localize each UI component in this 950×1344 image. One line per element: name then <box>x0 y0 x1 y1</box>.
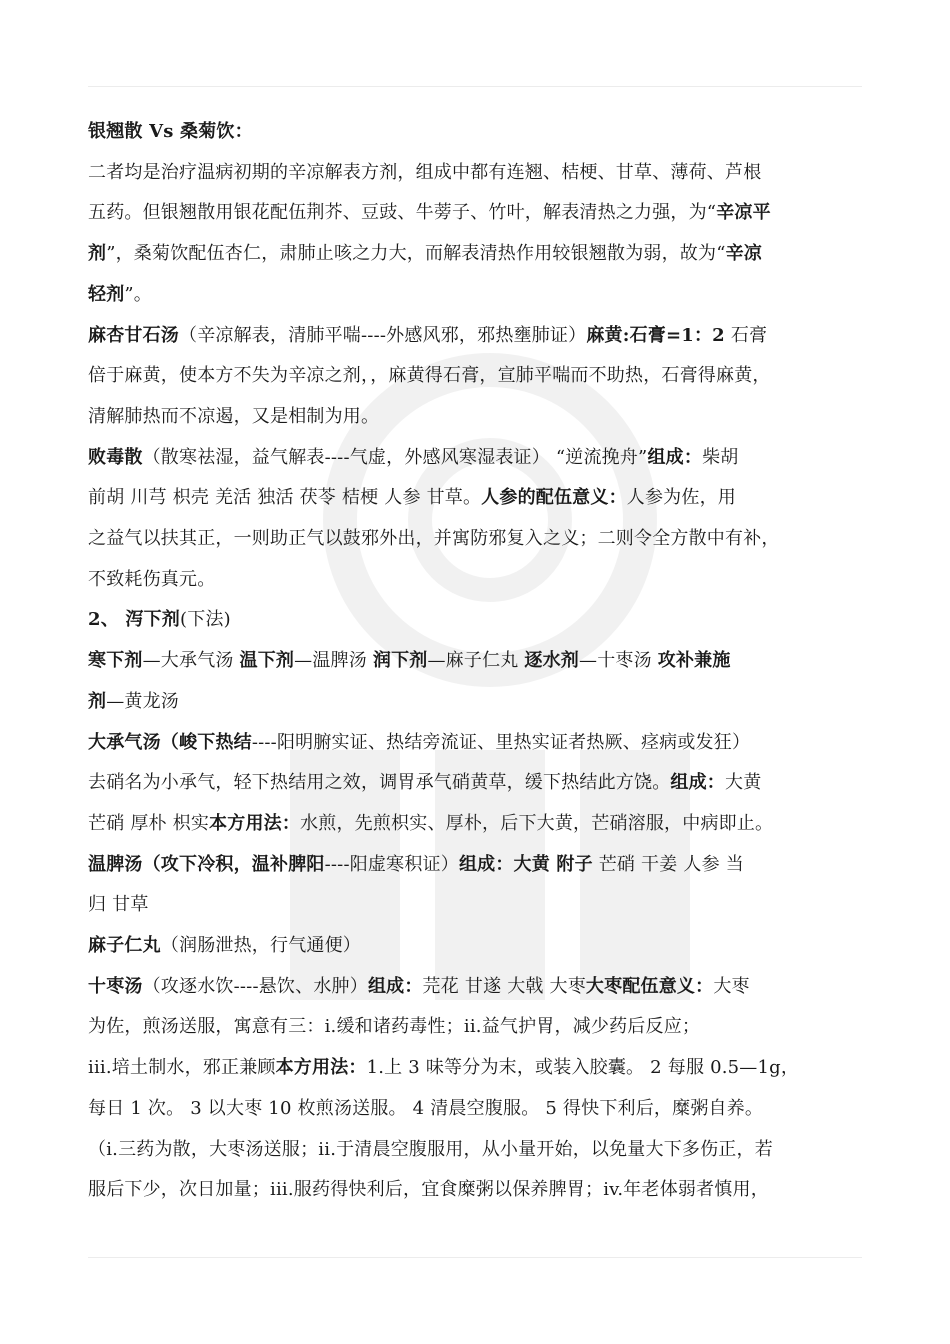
text-line <box>88 275 878 316</box>
text-line <box>88 234 878 275</box>
text-segment: ”，桑菊饮配伍杏仁，肃肺止咳之力大，而解表清热作用较银翘散为弱，故为“ <box>106 243 726 265</box>
text-line <box>88 153 878 194</box>
bold-text: 组成： <box>647 446 703 468</box>
text-segment: 二者均是治疗温病初期的辛凉解表方剂，组成中都有连翘、桔梗、甘草、薄荷、芦根 <box>88 161 762 183</box>
text-segment: 芒硝 厚朴 枳实 <box>88 812 210 834</box>
bold-text: 剂 <box>88 243 107 265</box>
text-segment: 之益气以扶其正，一则助正气以鼓邪外出，并寓防邪复入之义；二则令全方散中有补， <box>88 528 780 550</box>
bold-text: 麻黄:石膏=1：2 <box>586 324 725 346</box>
bold-text: 攻补兼施 <box>657 650 731 672</box>
text-line <box>88 682 878 723</box>
text-segment: 前胡 川芎 枳壳 羌活 独活 茯苓 桔梗 人参 甘草。 <box>88 487 482 509</box>
text-segment: 1.上 3 味等分为末，或装入胶囊。 2 每服 0.5—1g， <box>366 1057 800 1079</box>
text-line <box>88 723 878 764</box>
bold-text: 大枣配伍意义： <box>585 975 714 997</box>
text-line <box>88 478 878 519</box>
text-segment: （散寒祛湿，益气解表----气虚，外感风寒湿表证） “逆流挽舟” <box>142 446 648 468</box>
bold-text: 2、 <box>88 609 126 631</box>
bold-text: 辛凉平 <box>716 202 771 224</box>
text-line <box>88 1170 878 1211</box>
bold-text: 逐水剂 <box>524 650 580 672</box>
text-segment: （润肠泄热，行气通便） <box>160 935 362 957</box>
text-segment: ----阳明腑实证、热结旁流证、里热实证者热厥、痉病或发狂） <box>251 731 751 753</box>
text-segment: —十枣汤 <box>579 650 658 672</box>
bold-text: 本方用法： <box>209 812 301 834</box>
text-segment: 芒硝 干姜 人参 当 <box>592 853 744 875</box>
text-segment: 为佐，煎汤送服，寓意有三：i.缓和诸药毒性；ii.益气护胃，减少药后反应； <box>88 1016 701 1038</box>
text-line <box>88 519 878 560</box>
text-line <box>88 804 878 845</box>
text-line <box>88 600 878 641</box>
bold-text: 剂 <box>88 690 107 712</box>
text-line <box>88 1089 878 1130</box>
text-segment: 倍于麻黄，使本方不失为辛凉之剂，，麻黄得石膏，宣肺平喘而不助热，石膏得麻黄， <box>88 365 771 387</box>
bold-text: 麻杏甘石汤 <box>88 324 179 346</box>
bold-text: 大承气汤（峻下热结 <box>88 731 252 753</box>
bold-text: 十枣汤 <box>88 975 143 997</box>
text-segment: 人参为佐，用 <box>626 487 736 509</box>
bold-text: 银翘散 Vs 桑菊饮： <box>88 121 253 142</box>
text-segment: 芫花 甘遂 大戟 大枣 <box>422 975 586 997</box>
text-line <box>88 1007 878 1048</box>
bold-text: 败毒散 <box>88 446 143 468</box>
text-segment: 每日 1 次。 3 以大枣 10 枚煎汤送服。 4 清晨空腹服。 5 得快下利后，糜粥自养。 <box>88 1097 764 1119</box>
text-segment: —黄龙汤 <box>106 690 180 712</box>
text-segment: 五药。但银翘散用银花配伍荆芥、豆豉、牛蒡子、竹叶，解表清热之力强，为“ <box>88 202 717 224</box>
text-segment: 服后下少，次日加量；iii.服药得快利后，宜食糜粥以保养脾胃；iv.年老体弱者慎用， <box>88 1179 769 1201</box>
text-segment: ----阳虚寒积证） <box>324 853 459 875</box>
text-segment: 水煎，先煎枳实、厚朴，后下大黄，芒硝溶服，中病即止。 <box>300 812 774 834</box>
text-segment: ”。 <box>124 283 153 305</box>
text-segment: （攻逐水饮----悬饮、水肿） <box>142 975 368 997</box>
bold-text: 轻剂 <box>88 283 125 305</box>
text-segment: 大枣 <box>713 975 750 997</box>
header-rule <box>88 86 862 87</box>
text-line <box>88 1130 878 1171</box>
text-line <box>88 641 878 682</box>
bold-text: 泻下剂 <box>125 609 181 631</box>
bold-text: 本方用法： <box>275 1057 367 1079</box>
text-line <box>88 926 878 967</box>
text-line <box>88 438 878 479</box>
bold-text: 组成：大黄 附子 <box>458 853 593 875</box>
text-segment: 大黄 <box>725 772 762 794</box>
text-segment: —大承气汤 <box>142 650 240 672</box>
text-line <box>88 845 878 886</box>
text-line <box>88 560 878 601</box>
text-segment: —麻子仁丸 <box>427 650 525 672</box>
bold-text: 温脾汤（攻下冷积，温补脾阳 <box>88 853 325 875</box>
text-segment: (下法) <box>180 609 231 631</box>
text-segment: iii.培土制水，邪正兼顾 <box>88 1057 276 1079</box>
bold-text: 组成： <box>670 772 726 794</box>
text-line <box>88 356 878 397</box>
text-segment: 不致耗伤真元。 <box>88 568 216 590</box>
text-segment: 清解肺热而不凉遏，又是相制为用。 <box>88 405 380 427</box>
text-segment: —温脾汤 <box>294 650 373 672</box>
bold-text: 人参的配伍意义： <box>481 487 627 509</box>
text-line <box>88 193 878 234</box>
text-line <box>88 967 878 1008</box>
text-segment: 去硝名为小承气，轻下热结用之效，调胃承气硝黄草，缓下热结此方饶。 <box>88 772 671 794</box>
text-segment: （i.三药为散，大枣汤送服；ii.于清晨空腹服用，从小量开始，以免量大下多伤正，若 <box>88 1138 773 1160</box>
bold-text: 辛凉 <box>725 243 763 265</box>
text-line <box>88 1048 878 1089</box>
text-line <box>88 763 878 804</box>
text-line <box>88 885 878 926</box>
bold-text: 麻子仁丸 <box>88 935 161 957</box>
footer-rule <box>88 1257 862 1258</box>
text-segment: 石膏 <box>724 324 768 346</box>
text-segment: 归 甘草 <box>88 894 149 916</box>
bold-text: 寒下剂 <box>88 650 143 672</box>
document-body <box>88 112 878 1211</box>
text-line <box>88 397 878 438</box>
bold-text: 润下剂 <box>372 650 428 672</box>
bold-text: 组成： <box>367 975 423 997</box>
text-segment: （辛凉解表，清肺平喘----外感风邪，邪热壅肺证） <box>179 324 587 346</box>
text-line <box>88 112 878 153</box>
text-segment: 柴胡 <box>702 446 739 468</box>
bold-text: 温下剂 <box>239 650 295 672</box>
text-line <box>88 316 878 357</box>
